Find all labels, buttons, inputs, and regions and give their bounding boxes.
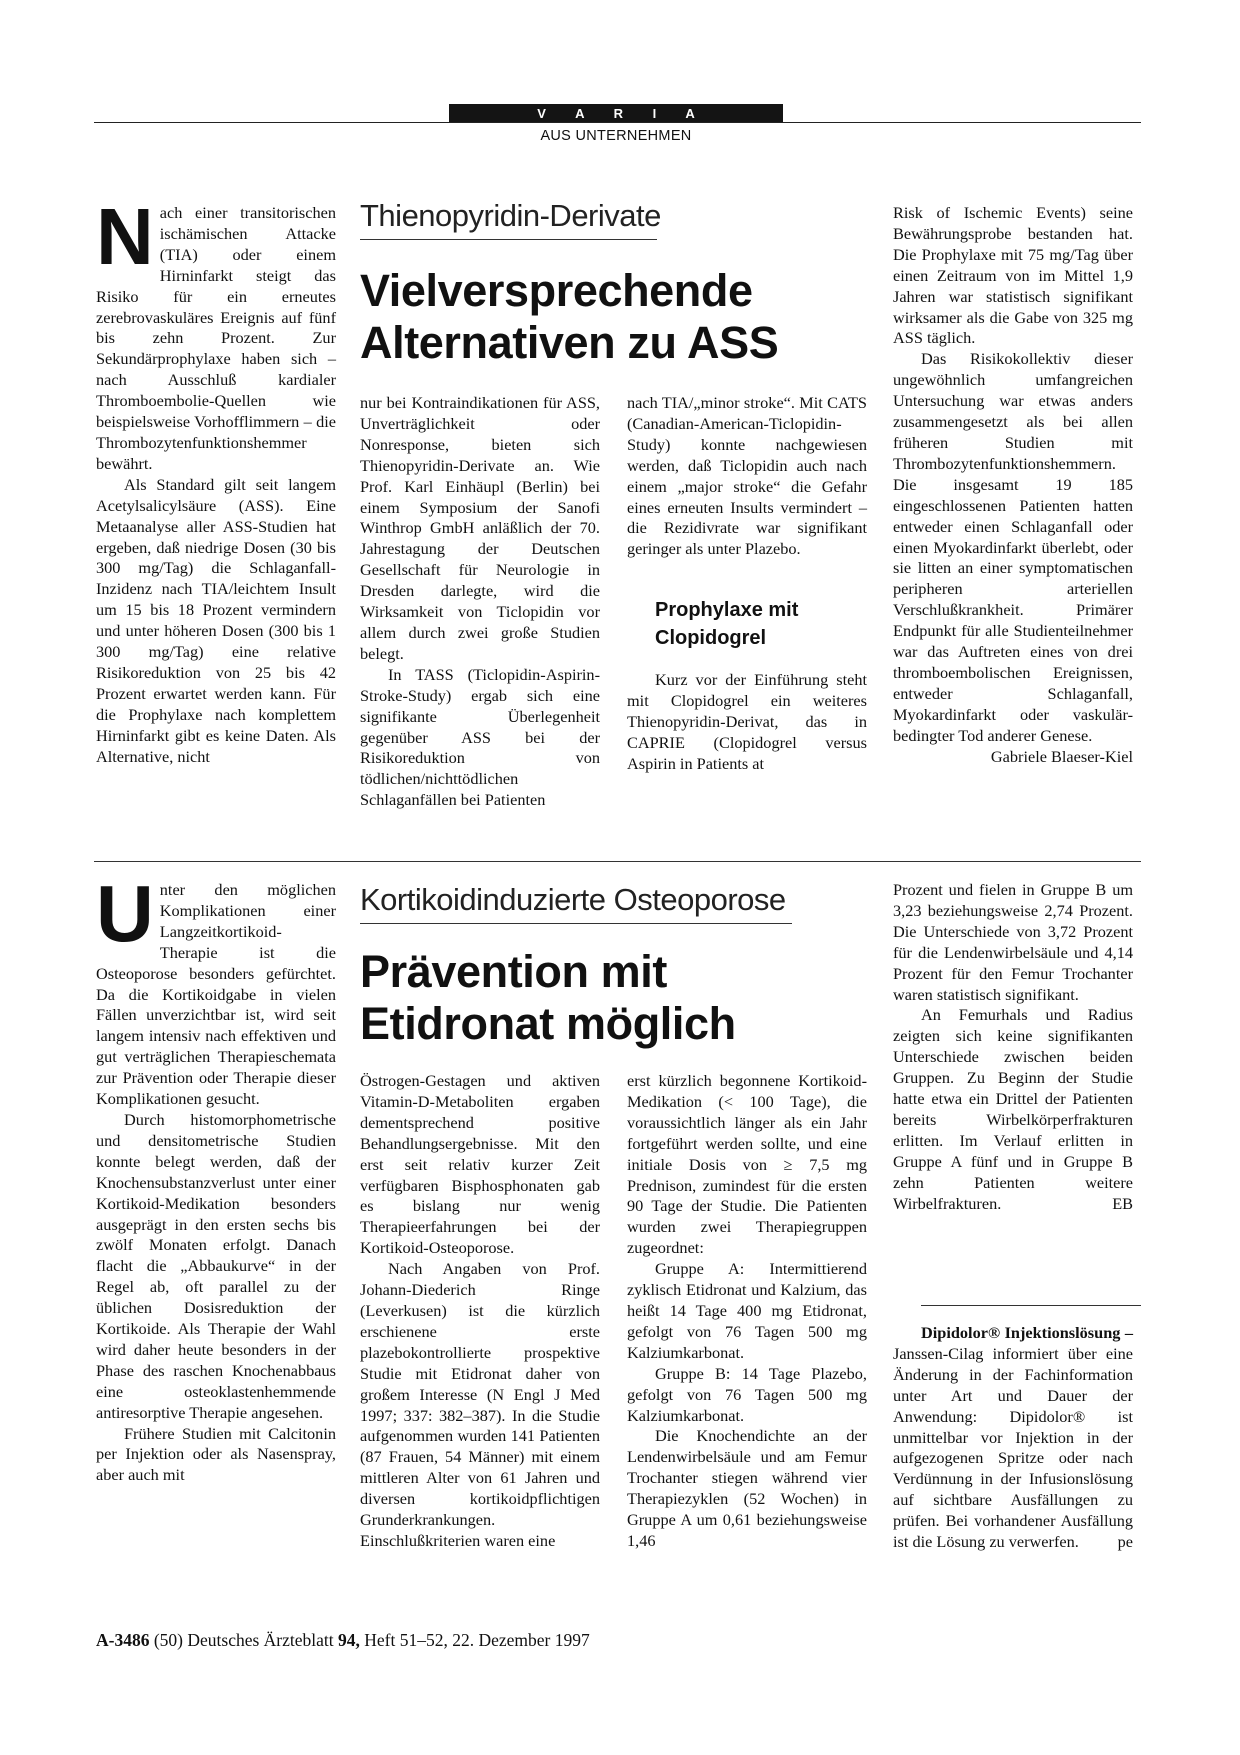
- article-1-column-4: [893, 203, 1133, 767]
- product-notice: [893, 1323, 1133, 1553]
- drop-cap: N: [96, 192, 154, 281]
- paragraph: Die Knochendichte an der Lendenwirbelsäule und am Femur Trochanter stiegen während vier Therapiezyklen (52 Wochen) in Gruppe A um 0,61 beziehungsweise 1,46: [627, 1426, 867, 1550]
- paragraph: Gruppe A: Intermittierend zyklisch Etidronat und Kalzium, das heißt 14 Tage 400 mg Etidronat, gefolgt von 76 Tagen 500 mg Kalziumkarbonat.: [627, 1259, 867, 1362]
- paragraph: In TASS (Ticlopidin-Aspirin-Stroke-Study) ergab sich eine signifikante Überlegenheit gegenüber ASS bei der Risikoreduktion von tödlichen/nichttödlichen Schlaganfällen bei Patienten: [360, 664, 600, 810]
- subsection-label: AUS UNTERNEHMEN: [540, 128, 692, 144]
- author-byline: EB: [1112, 1193, 1133, 1213]
- paragraph: Durch histomorphometrische und densitometrische Studien konnte belegt werden, daß der Knochensubstanzverlust unter einer Kortikoid-Medikation besonders ausgeprägt in den ersten sechs bis zwölf Monaten erfolgt. Danach flacht die „Abbaukurve“ in der Regel ab, oft parallel zu der üblichen Dosisreduktion der Kortikoide. Als Therapie der Wahl wird daher heute besonders in der Phase des raschen Knochenabbaus eine osteoklastenhemmende antiresorptive Therapie angesehen.: [96, 1109, 336, 1422]
- article-2-column-4: [893, 880, 1133, 1215]
- author-byline: pe: [1117, 1532, 1133, 1552]
- paragraph: Risk of Ischemic Events) seine Bewährungsprobe bestanden hat. Die Prophylaxe mit 75 mg/Tag über einen Zeitraum von im Mittel 1,9 Jahren war statistisch signifikant wirksamer als die Gabe von 325 mg ASS täglich.: [893, 203, 1133, 348]
- header-rule: [94, 122, 1141, 123]
- paragraph: Als Standard gilt seit langem Acetylsalicylsäure (ASS). Eine Metaanalyse aller ASS-Studien hat ergeben, daß niedrige Dosen (30 bis 300 mg/Tag) die Schlaganfall-Inzidenz nach TIA/leichtem Insult um 15 bis 18 Prozent vermindern und unter höheren Dosen (300 bis 1 300 mg/Tag) eine relative Risikoreduktion von 25 bis 42 Prozent erwartet werden kann. Für die Prophylaxe nach komplettem Hirninfarkt gibt es keine Daten. Als Alternative, nicht: [96, 474, 336, 766]
- article-2-headline: [360, 946, 900, 1050]
- headline-line: Etidronat möglich: [360, 998, 736, 1049]
- page-footer: [96, 1630, 590, 1651]
- page-number: A-3486: [96, 1630, 150, 1650]
- subheading-line: Clopidogrel: [655, 627, 767, 650]
- paragraph: Kurz vor der Einführung steht mit Clopidogrel ein weiteres Thienopyridin-Derivat, das in CAPRIE (Clopidogrel versus Aspirin in Patients at: [627, 670, 867, 773]
- kicker-rule: [360, 923, 792, 924]
- notice-title: Dipidolor® Injektionslösung –: [921, 1323, 1133, 1342]
- article-1-column-1: [96, 192, 336, 767]
- article-2-column-1: [96, 869, 336, 1486]
- article-1-column-2: [360, 393, 600, 811]
- subheading-line: Prophylaxe mit: [655, 599, 799, 622]
- article-2-column-2: [360, 1071, 600, 1552]
- paragraph: Gruppe B: 14 Tage Plazebo, gefolgt von 76 Tagen 500 mg Kalziumkarbonat.: [627, 1363, 867, 1425]
- headline-line: Alternativen zu ASS: [360, 317, 779, 368]
- paragraph: Frühere Studien mit Calcitonin per Injektion oder als Nasenspray, aber auch mit: [96, 1423, 336, 1485]
- article-2-column-3: [627, 1071, 867, 1552]
- headline-line: Prävention mit: [360, 946, 667, 997]
- paragraph: [893, 1323, 1133, 1553]
- paragraph-text: nter den möglichen Komplikationen einer Langzeitkortikoid-Therapie ist die Osteoporose besonders gefürchtet. Da die Kortikoidgabe in vielen Fällen unverzichtbar ist, wird seit langem intensiv nach effektiven und gut verträglichen Therapieschemata zur Prävention oder Therapie dieser Komplikationen gesucht.: [96, 880, 336, 1109]
- issue-details: Heft 51–52, 22. Dezember 1997: [364, 1630, 590, 1650]
- paragraph: nach TIA/„minor stroke“. Mit CATS (Canadian-American-Ticlopidin-Study) konnte nachgewiesen werden, daß Ticlopidin auch nach einem „major stroke“ die Gefahr eines erneuten Insults vermindert – die Rezidivrate war signifikant geringer als unter Plazebo.: [627, 393, 867, 559]
- volume-number: 94,: [338, 1630, 360, 1650]
- notice-text: Janssen-Cilag informiert über eine Änderung in der Fachinformation unter Art und Dauer der Anwendung: Dipidolor® ist unmittelbar vor Injektion in der aufgezogenen Spritze oder nach Verdünnung in der Infusionslösung auf sichtbare Ausfällungen zu prüfen. Bei vorhandener Ausfällung ist die Lösung zu verwerfen.: [893, 1343, 1133, 1552]
- article-divider: [94, 861, 1141, 862]
- notice-divider: [921, 1305, 1141, 1306]
- kicker-rule: [360, 239, 657, 240]
- headline-line: Vielversprechende: [360, 265, 753, 316]
- paragraph: Das Risikokollektiv dieser ungewöhnlich umfangreichen Untersuchung war etwas anders zusammengesetzt als bei allen früheren Studien mit Thrombozytenfunktionshemmern. Die insgesamt 19 185 eingeschlossenen Patienten hatten entweder einen Schlaganfall oder einen Myokardinfarkt überlebt, oder sie litten an einer symptomatischen peripheren arteriellen Verschlußkrankheit. Primärer Endpunkt für alle Studienteilnehmer war das Auftreten eines von drei thromboembolischen Ereignissen, entweder Schlaganfall, Myokardinfarkt oder vaskulär-bedingter Tod anderer Genese.: [893, 349, 1133, 745]
- drop-cap: U: [96, 869, 154, 958]
- article-1-column-3: [627, 393, 867, 775]
- paragraph: erst kürzlich begonnene Kortikoid-Medikation (< 100 Tage), die voraussichtlich länger als ein Jahr fortgeführt werden sollte, und eine initiale Dosis von ≥ 7,5 mg Prednison, zumindest für die ersten 90 Tage der Studie. Die Patienten wurden zwei Therapiegruppen zugeordnet:: [627, 1071, 867, 1258]
- article-1-kicker-block: [360, 198, 660, 240]
- paragraph-text: An Femurhals und Radius zeigten sich keine signifikanten Unterschiede zwischen beiden Gruppen. Zu Beginn der Studie hatte etwa ein Drittel der Patienten bereits Wirbelkörperfrakturen erlitten. Im Verlauf erlitten in Gruppe A fünf und in Gruppe B zehn Patienten weitere Wirbelfrakturen.: [893, 1005, 1133, 1213]
- paragraph-text: ach einer transitorischen ischämischen Attacke (TIA) oder einem Hirninfarkt steigt das Risiko für ein erneutes zerebrovaskuläres Ereignis auf fünf bis zehn Prozent. Zur Sekundärprophylaxe haben sich – nach Ausschluß kardialer Thromboembolie-Quellen wie beispielsweise Vorhofflimmern – die Thrombozytenfunktionshemmer bewährt.: [96, 203, 336, 473]
- paragraph: [893, 1005, 1133, 1214]
- article-kicker: Thienopyridin-Derivate: [360, 198, 661, 233]
- paragraph: nur bei Kontraindikationen für ASS, Unverträglichkeit oder Nonresponse, bieten sich Thienopyridin-Derivate an. Wie Prof. Karl Einhäupl (Berlin) bei einem Symposium der Sanofi Winthrop GmbH anläßlich der 70. Jahrestagung der Deutschen Gesellschaft für Neurologie in Dresden darlegte, wird die Wirksamkeit von Ticlopidin vor allem durch zwei große Studien belegt.: [360, 393, 600, 663]
- subheading: [655, 596, 867, 652]
- paragraph: Nach Angaben von Prof. Johann-Diederich Ringe (Leverkusen) ist die kürzlich erschienene erste plazebokontrollierte prospektive Studie mit Etidronat daher von großem Interesse (N Engl J Med 1997; 337: 382–387). In die Studie aufgenommen wurden 141 Patienten (87 Frauen, 54 Männer) mit einem mittleren Alter von 61 Jahren und diversen kortikoidpflichtigen Grunderkrankungen. Einschlußkriterien waren eine: [360, 1259, 600, 1550]
- paragraph: [96, 869, 336, 1110]
- article-kicker: Kortikoidinduzierte Osteoporose: [360, 882, 786, 917]
- author-byline: Gabriele Blaeser-Kiel: [990, 746, 1133, 766]
- paragraph: Östrogen-Gestagen und aktiven Vitamin-D-Metaboliten ergaben dementsprechend positive Behandlungsergebnisse. Mit den erst seit relativ kurzer Zeit verfügbaren Bisphosphonaten gab es bislang nur wenig Therapieerfahrungen bei der Kortikoid-Osteoporose.: [360, 1071, 600, 1258]
- issue-prefix: (50) Deutsches Ärzteblatt: [153, 1630, 334, 1650]
- section-label: V A R I A: [449, 104, 783, 123]
- article-2-kicker-block: [360, 882, 800, 924]
- article-1-headline: [360, 265, 900, 369]
- paragraph: [96, 192, 336, 475]
- paragraph: Prozent und fielen in Gruppe B um 3,23 beziehungsweise 2,74 Prozent. Die Unterschiede von 3,72 Prozent für die Lendenwirbelsäule und 4,14 Prozent für den Femur Trochanter waren statistisch signifikant.: [893, 880, 1133, 1004]
